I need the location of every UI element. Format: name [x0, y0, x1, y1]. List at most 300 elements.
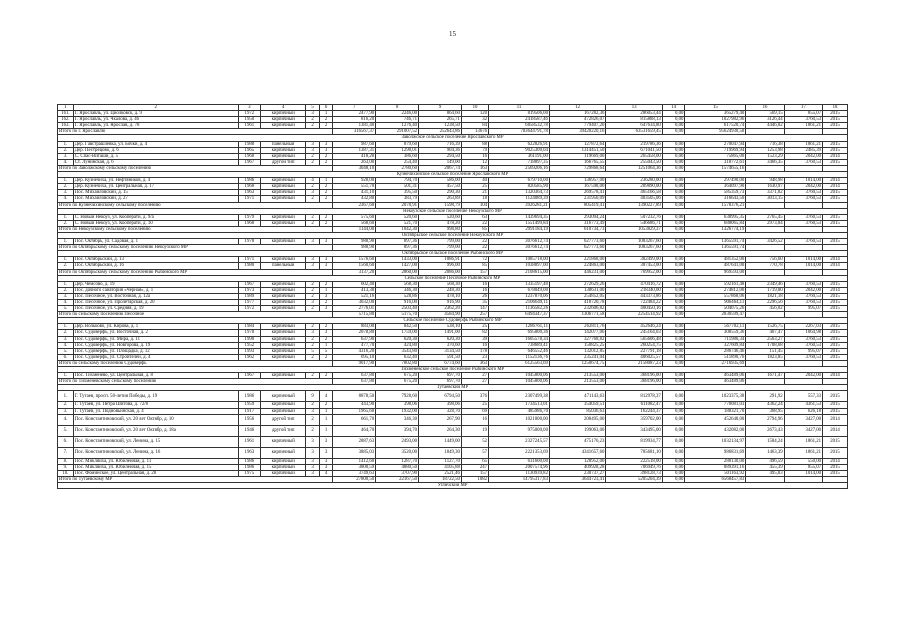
table-cell: Угличский МР [58, 482, 848, 488]
table-cell: 2485,39 [784, 147, 822, 153]
table-cell: 23 [461, 354, 488, 360]
table-cell: 3048,10 [333, 165, 376, 171]
table-cell: 2327245,57 [489, 436, 550, 447]
table-cell: Пос. Песочное, ул. Средняя, д. 19 [73, 306, 238, 312]
table-cell: 2042,00 [784, 373, 822, 379]
housing-register-table [57, 104, 848, 489]
table-cell: другой тип [261, 159, 306, 165]
table-cell: 0,00 [662, 360, 685, 366]
table-cell: 370,60 [419, 342, 462, 348]
table-cell: 2 [306, 184, 320, 190]
table-cell: 1127,70 [419, 458, 462, 464]
table-cell: 3760,53 [784, 293, 822, 299]
table-cell: 232606,82 [549, 306, 605, 312]
table-cell: кирпичный [261, 184, 306, 190]
table-cell: Итого по Некоузскому сельскому поселению [58, 226, 333, 232]
table-cell: кирпичный [261, 464, 306, 470]
table-cell: 2503,40 [376, 306, 419, 312]
table-cell: Ст. Лунинская, д. 6 [73, 159, 238, 165]
table-cell: 2015 [823, 159, 848, 165]
table-cell: 485986,70 [489, 408, 550, 414]
table-cell: 120 [461, 111, 488, 117]
table-cell: 1977 [238, 300, 261, 306]
table-cell: 1238,50 [419, 123, 462, 129]
table-cell: 6774,60 [419, 360, 462, 366]
table-cell: 3134,50 [419, 348, 462, 354]
table-cell: 1973 [238, 287, 261, 293]
table-cell: кирпичный [261, 402, 306, 408]
table-cell: 2015 [823, 348, 848, 354]
table-cell: 39 [461, 336, 488, 342]
table-cell: 1. [58, 141, 74, 147]
table-cell: 3032,00 [333, 300, 376, 306]
table-row [58, 414, 848, 425]
table-cell: 1. [58, 257, 74, 263]
table-cell: 2296,56 [746, 300, 784, 306]
table-cell: 9025300,04 [489, 147, 550, 153]
table-cell: 496,59 [746, 458, 784, 464]
table-cell: 1968 [238, 153, 261, 159]
table-cell: 85036,63 [549, 408, 605, 414]
table-cell: 671041,50 [606, 147, 662, 153]
table-cell: 188321,70 [685, 408, 746, 414]
table-cell: 151,45 [746, 348, 784, 354]
table-cell: Пос. Судоверфь, ул. Восточная, д. 2 [73, 330, 238, 336]
table-cell: 1950 [238, 117, 261, 123]
table-cell: панельный [261, 263, 306, 269]
table-cell: 162. [58, 117, 74, 123]
table-cell: 2015 [823, 336, 848, 342]
table-cell: 1584,24 [746, 436, 784, 447]
table-cell: 1152136,76 [489, 354, 550, 360]
table-cell: 1990 [238, 336, 261, 342]
table-cell: 1861,21 [784, 447, 822, 458]
table-cell: 12 [549, 105, 605, 111]
table-cell: 520,60 [419, 214, 462, 220]
table-cell: 2716935,69 [685, 360, 746, 366]
table-cell: 274812,00 [685, 287, 746, 293]
table-cell: 2246,00 [376, 111, 419, 117]
table-cell: 247 [461, 464, 488, 470]
table-cell: Тихменевское сельское поселение Рыбинского МР [58, 367, 848, 373]
table-cell: 1306771,58 [549, 312, 605, 318]
table-cell: 2 [306, 373, 320, 379]
table-cell: 272629,26 [549, 281, 605, 287]
table-cell: 568,60 [333, 220, 376, 226]
table-cell: 3760,53 [784, 196, 822, 202]
table-cell: Пос. Микляиха, ул. Юбилейная, д. 15 [73, 464, 238, 470]
table-cell: Пос. Микляиха, ул. Юбилейная, д. 11 [73, 458, 238, 464]
table-cell: 3. [58, 336, 74, 342]
table-cell: 1671,47 [746, 373, 784, 379]
table-cell: 0,00 [662, 425, 685, 436]
table-cell: 0,00 [662, 348, 685, 354]
table-cell: 1253,98 [746, 147, 784, 153]
table-cell: 916,90 [419, 300, 462, 306]
table-cell: 3371,82 [746, 190, 784, 196]
table-cell: 1 [319, 425, 333, 436]
table-cell: 95624930,58 [685, 129, 746, 135]
table-cell: 432082,00 [685, 425, 746, 436]
table-cell: 2521,46 [419, 470, 462, 476]
table-cell: 3 [306, 458, 320, 464]
table-cell: 2. [58, 184, 74, 190]
table-cell: 18722,50 [419, 476, 462, 482]
table-cell: 2015 [823, 123, 848, 129]
table-cell: 22 [461, 220, 488, 226]
table-cell: 383,79 [376, 196, 419, 202]
table-cell: 770081,03 [685, 402, 746, 408]
table-cell: 2362,20 [419, 306, 462, 312]
table-cell: 6858532,78 [489, 123, 550, 129]
table-cell: Г. Тутаев, просп. 50-летия Победы, д. 19 [73, 391, 238, 402]
table-cell: 27800,50 [333, 476, 376, 482]
table-cell: 3 [306, 408, 320, 414]
table-cell: 162244,37 [606, 408, 662, 414]
table-cell: 2015 [823, 220, 848, 226]
table-cell: 585359,73 [685, 190, 746, 196]
table-cell: 1 [319, 408, 333, 414]
table-cell: кирпичный [261, 293, 306, 299]
table-cell: 289890,00 [606, 184, 662, 190]
table-cell: другой тип [261, 425, 306, 436]
table-cell: кирпичный [261, 281, 306, 287]
table-cell: 475176,23 [549, 436, 605, 447]
table-cell: 3760,53 [784, 342, 822, 348]
table-cell: 815888,13 [606, 117, 662, 123]
table-cell: 157 [461, 470, 488, 476]
table-cell: 0,00 [662, 245, 685, 251]
table-cell: 0,00 [662, 190, 685, 196]
table-cell: 695800,36 [489, 330, 550, 336]
table-cell: 2015 [823, 402, 848, 408]
table-cell: 1286761,11 [489, 324, 550, 330]
table-cell: Октябрьское сельское поселение Рыбинского МР [58, 251, 848, 257]
table-cell: 2015 [823, 190, 848, 196]
table-cell: 16 [461, 281, 488, 287]
table-cell: 2 [306, 336, 320, 342]
table-cell: 178 [461, 348, 488, 354]
table-cell: 2015 [823, 470, 848, 476]
table-cell: 446231,00 [549, 269, 605, 275]
table-cell: 1023375,38 [685, 391, 746, 402]
table-cell: 1. [58, 324, 74, 330]
table-cell: 16 [461, 342, 488, 348]
table-cell: 1412,60 [333, 458, 376, 464]
table-cell: 2307499,38 [489, 391, 550, 402]
table-cell: 1823,85 [746, 354, 784, 360]
table-cell: 0,00 [662, 123, 685, 129]
table-cell: 2267,03 [784, 324, 822, 330]
table-cell: 2. [58, 263, 74, 269]
table-cell: 1861,21 [784, 436, 822, 447]
table-cell: 248,30 [419, 287, 462, 293]
table-cell: 661,70 [333, 414, 376, 425]
table-cell: 4. [58, 159, 74, 165]
table-cell: 4. [58, 342, 74, 348]
table-cell: 346,30 [376, 414, 419, 425]
table-cell: 1042,30 [376, 226, 419, 232]
table-cell: 0,00 [662, 464, 685, 470]
table-cell: 218340,00 [606, 287, 662, 293]
table-cell: 398128,73 [606, 470, 662, 476]
table-cell: 1. [58, 178, 74, 184]
table-cell: 0,00 [662, 147, 685, 153]
table-cell: кирпичный [261, 470, 306, 476]
table-cell: 0,00 [662, 214, 685, 220]
table-cell: 2. [58, 147, 74, 153]
table-cell: 22167,50 [376, 476, 419, 482]
table-cell: 819934,77 [606, 436, 662, 447]
table-cell: 975000,00 [489, 425, 550, 436]
table-cell: 2 [306, 354, 320, 360]
table-cell: 638995,35 [685, 214, 746, 220]
table-cell: 2 [306, 214, 320, 220]
table-cell: 1551499,84 [489, 220, 550, 226]
table-cell: 5 [319, 348, 333, 354]
table-cell: 2014 [823, 257, 848, 263]
table-cell: кирпичный [261, 287, 306, 293]
table-cell: 7802,80 [376, 360, 419, 366]
table-cell: 2 [306, 293, 320, 299]
table-cell: 409928,28 [549, 464, 605, 470]
table-cell: 16 [746, 105, 784, 111]
table-cell: 1085718,00 [489, 257, 550, 263]
table-cell: 6 [319, 105, 333, 111]
table-cell: 4. [58, 196, 74, 202]
table-cell: 19 [461, 425, 488, 436]
table-cell: кирпичный [261, 306, 306, 312]
table-cell: 1574655,16 [685, 165, 746, 171]
table-cell: 1. [58, 373, 74, 379]
table-cell: 627773,60 [549, 245, 605, 251]
table-cell: 718897,35 [489, 159, 550, 165]
table-cell: 8 [376, 105, 419, 111]
table-cell: 149,00 [419, 159, 462, 165]
table-cell: Дер. Вольково, ул. Кирова, д. 1 [73, 324, 238, 330]
table-cell: 3 [319, 306, 333, 312]
table-cell: 3760,53 [784, 300, 822, 306]
table-cell: 1963 [238, 447, 261, 458]
table-cell: 464,70 [333, 425, 376, 436]
table-cell: Пос. Константиновский, ул. 20 лет Октябр, д. 18а [73, 425, 238, 436]
table-cell: 478,20 [419, 220, 462, 226]
table-cell: 1971 [238, 196, 261, 202]
table-cell: 632,40 [376, 354, 419, 360]
table-cell: 3 [306, 239, 320, 245]
table-cell: Пос. Фоминское, ул. Центральная, д. 28 [73, 470, 238, 476]
table-cell: 1335197,48 [489, 281, 550, 287]
table-cell: 1014,00 [784, 263, 822, 269]
table-cell: 879,60 [376, 141, 419, 147]
table-cell: 13 [606, 105, 662, 111]
table-cell: 1. [58, 214, 74, 220]
table-cell: 163 [461, 165, 488, 171]
table-cell: 265458,00 [606, 153, 662, 159]
table-cell: 2 [319, 281, 333, 287]
table-cell: 1630,97 [746, 184, 784, 190]
table-cell: 327609,84 [685, 342, 746, 348]
table-cell: 1. [58, 281, 74, 287]
table-cell: 0,00 [662, 354, 685, 360]
table-cell: 637,80 [333, 373, 376, 379]
table-cell: 267,90 [419, 414, 462, 425]
table-cell: 364097,90 [685, 184, 746, 190]
table-cell: 5175,70 [376, 312, 419, 318]
table-cell: 1086,91 [419, 257, 462, 263]
table-cell: Итого по Заволжскому сельскому поселению [58, 165, 333, 171]
table-cell: 0,00 [662, 330, 685, 336]
table-cell: 290,30 [419, 190, 462, 196]
table-cell: 263,00 [333, 159, 376, 165]
table-cell: 127872,64 [549, 141, 605, 147]
table-cell: 2014 [823, 263, 848, 269]
table-row [58, 447, 848, 458]
table-cell: 2015 [823, 111, 848, 117]
table-cell: 0,00 [662, 287, 685, 293]
table-cell: 387453,00 [606, 263, 662, 269]
table-cell: 161. [58, 111, 74, 117]
table-cell: 678049,00 [489, 287, 550, 293]
table-cell: 3. [58, 408, 74, 414]
table-cell: Г. Тутаев, ул. Петра Шитова, д. 72/8 [73, 402, 238, 408]
table-cell: Октябрьское сельское поселение Некоузского МР [58, 232, 848, 238]
table-cell: 222518,00 [606, 458, 662, 464]
table-cell: 1390227,89 [606, 202, 662, 208]
table-cell: 487641,00 [685, 263, 746, 269]
table-cell: кирпичный [261, 436, 306, 447]
table-cell: 26 [461, 293, 488, 299]
table-cell: 6. [58, 436, 74, 447]
table-cell: 695,10 [333, 354, 376, 360]
table-cell: 1365591,74 [685, 245, 746, 251]
table-cell: 0,00 [662, 447, 685, 458]
table-cell: 16 [461, 414, 488, 425]
table-cell: 2 [306, 196, 320, 202]
table-cell: 4316,20 [333, 348, 376, 354]
table-cell: Заволжское сельское поселение Ярославского МР [58, 135, 848, 141]
table-cell: 2991184,19 [489, 226, 550, 232]
table-cell: 2 [319, 300, 333, 306]
table-cell: 0,00 [662, 153, 685, 159]
table-cell: 85 [461, 226, 488, 232]
table-cell: 688065,84 [685, 220, 746, 226]
table-cell: 3 [306, 470, 320, 476]
table-cell: 316567,37 [333, 129, 376, 135]
table-cell: 2158087,23 [606, 360, 662, 366]
table-cell: 2015 [823, 239, 848, 245]
table-cell: 1972 [238, 306, 261, 312]
table-cell: 2569206,16 [489, 165, 550, 171]
table-cell: 998,80 [419, 226, 462, 232]
table-cell: 0,00 [662, 141, 685, 147]
table-cell: 2014 [823, 425, 848, 436]
table-cell: 4 [306, 178, 320, 184]
table-cell: 208495,00 [549, 414, 605, 425]
table-cell: 2563,27 [746, 336, 784, 342]
table-cell: 69 [461, 408, 488, 414]
table-cell: 2014 [823, 414, 848, 425]
table-cell: Тутаевский МР [58, 385, 848, 391]
table-cell: 27 [461, 379, 488, 385]
table-cell: 0,00 [662, 269, 685, 275]
table-cell: Итого по Октябрьскому сельскому поселению Некоузского МР [58, 245, 333, 251]
table-cell: 6568457,83 [685, 476, 746, 482]
table-cell: 2042,00 [784, 287, 822, 293]
table-cell: 2493,00 [376, 436, 419, 447]
table-cell: 1979 [238, 214, 261, 220]
table-cell: 575,60 [333, 214, 376, 220]
table-cell: кирпичный [261, 220, 306, 226]
table-cell: Пос. Судоверфь, ул. Новгорова, д. 19 [73, 342, 238, 348]
table-cell: 128952,00 [549, 458, 605, 464]
table-cell: 2 [306, 281, 320, 287]
table-cell: 2765,45 [746, 214, 784, 220]
table-cell: 783644791,78 [489, 129, 550, 135]
table-cell: С. Новый Некоуз, ул. Кооперати, д. 9/а [73, 214, 238, 220]
table-cell: кирпичный [261, 147, 306, 153]
table-cell: 2 [306, 287, 320, 293]
table-cell: 2014 [823, 287, 848, 293]
table-cell: 646552,46 [489, 348, 550, 354]
table-cell: 6494347,37 [489, 312, 550, 318]
table-cell: 812978,37 [606, 391, 662, 402]
table-cell: кирпичный [261, 348, 306, 354]
table-cell: 1083267,60 [606, 239, 662, 245]
table-cell: 22 [461, 239, 488, 245]
table-cell: 2014 [823, 458, 848, 464]
table-cell: 620,30 [419, 336, 462, 342]
table-cell: 507232,76 [606, 214, 662, 220]
table-cell: 864,60 [419, 111, 462, 117]
table-cell: 2 [319, 153, 333, 159]
table-cell: 988,90 [333, 245, 376, 251]
table-cell: 0,00 [662, 470, 685, 476]
table-cell: Сельское поселение Судоверфь Рыбинского МР [58, 318, 848, 324]
table-cell: 550,00 [784, 458, 822, 464]
table-cell: 706949,76 [606, 464, 662, 470]
table-cell: 805419,41 [549, 202, 605, 208]
table-cell: 2015 [823, 293, 848, 299]
table-cell: 2015 [823, 281, 848, 287]
table-cell: 5 [306, 348, 320, 354]
table-cell: 280130,00 [685, 458, 746, 464]
table-cell: 255043,50 [606, 159, 662, 165]
table-cell: 3 [306, 257, 320, 263]
table-cell: 3076612,74 [489, 245, 550, 251]
table-cell: 3800,59 [333, 464, 376, 470]
table-cell: 1978 [238, 239, 261, 245]
table-cell: 2007574,96 [489, 464, 550, 470]
table-cell: 1965,60 [333, 408, 376, 414]
table-cell: 163. [58, 123, 74, 129]
table-cell: панельный [261, 141, 306, 147]
table-cell: кирпичный [261, 123, 306, 129]
table-cell: 2015 [823, 342, 848, 348]
table-cell: 2 [319, 123, 333, 129]
table-cell: 35 [461, 300, 488, 306]
table-cell: 0,00 [662, 402, 685, 408]
table-cell: 481352,00 [685, 257, 746, 263]
table-cell: 3885,03 [333, 447, 376, 458]
table-cell: 2887,63 [333, 436, 376, 447]
table-cell: 3 [306, 447, 320, 458]
table-cell: 443,90 [333, 402, 376, 408]
table-cell: 297490,00 [685, 178, 746, 184]
table-cell: 2 [319, 402, 333, 408]
table-cell: 769952,00 [606, 269, 662, 275]
table-cell: 3760,53 [784, 220, 822, 226]
